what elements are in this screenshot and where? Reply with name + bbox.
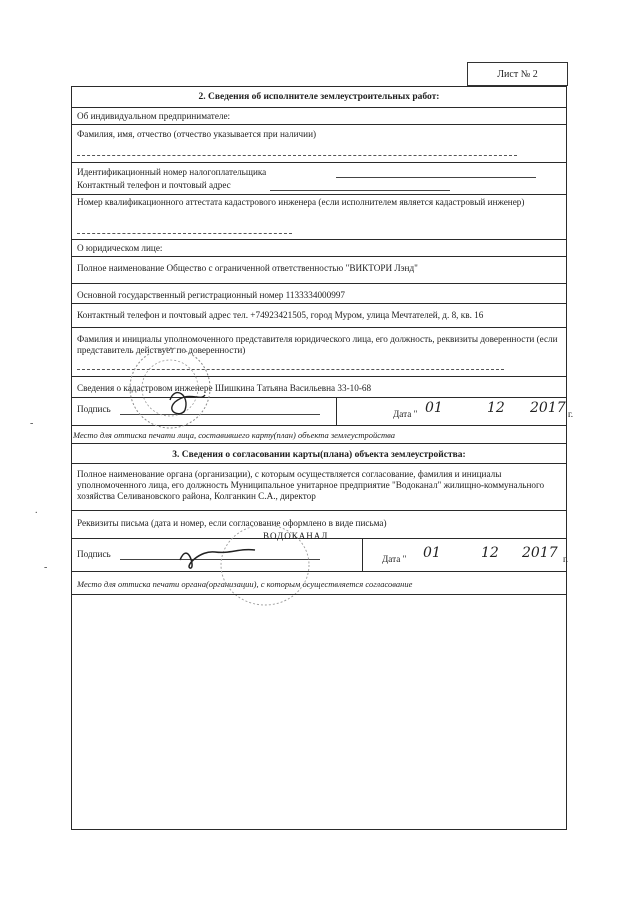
divider — [71, 443, 567, 444]
fio-label: Фамилия, имя, отчество (отчество указывается при наличии) — [77, 129, 317, 139]
date-year-3: 2017 — [522, 545, 558, 561]
sheet-number-label: Лист № 2 — [467, 62, 568, 86]
divider — [71, 571, 567, 572]
divider — [71, 594, 567, 595]
divider — [71, 107, 567, 108]
scan-speck: - — [44, 562, 48, 573]
inn-field-line — [336, 177, 536, 178]
date-day-2: 01 — [425, 400, 443, 416]
date-month-3: 12 — [481, 545, 499, 561]
signature-date-divider-3 — [362, 538, 363, 571]
divider — [71, 194, 567, 195]
legal-header: О юридическом лице: — [77, 243, 163, 253]
ogrn: Основной государственный регистрационный номер 1133334000997 — [77, 290, 346, 300]
divider — [71, 283, 567, 284]
full-name: Полное наименование Общество с ограниченной ответственностью "ВИКТОРИ Лэнд" — [77, 263, 418, 273]
date-year-2: 2017 — [530, 400, 566, 416]
representative-label: Фамилия и инициалы уполномоченного представителя юридического лица, его должность, реквизиты доверенности (если представитель действует по доверенности) — [77, 334, 558, 355]
cad-engineer-info: Сведения о кадастровом инженере Шишкина Татьяна Васильевна 33-10-68 — [77, 383, 372, 393]
attest-label: Номер квалификационного аттестата кадастрового инженера (если исполнителем является кадастровый инженер) — [77, 197, 525, 207]
date-month-2: 12 — [487, 400, 505, 416]
divider — [71, 463, 567, 464]
signature-label-2: Подпись — [77, 404, 111, 414]
divider — [71, 239, 567, 240]
fio-field-line — [77, 155, 517, 156]
divider — [71, 327, 567, 328]
ip-header: Об индивидуальном предпринимателе: — [77, 111, 231, 121]
date-label-3: Дата " — [382, 554, 407, 564]
attest-field-line — [77, 233, 292, 234]
date-day-3: 01 — [423, 545, 441, 561]
seal-note-2: Место для оттиска печати лица, составившего карту(план) объекта землеустройства — [73, 430, 396, 440]
section3-title: 3. Сведения о согласовании карты(плана) объекта землеустройства: — [172, 450, 466, 460]
inn-label: Идентификационный номер налогоплательщика — [77, 167, 267, 177]
divider — [71, 510, 567, 511]
stamp-text-3: ВОДОКАНАЛ — [263, 531, 329, 541]
scan-speck: . — [35, 505, 38, 516]
signature-date-divider-2 — [336, 397, 337, 425]
date-suffix-3: г. — [563, 554, 569, 564]
date-label-2: Дата " — [393, 409, 418, 419]
seal-stamp-2 — [105, 340, 235, 435]
divider — [71, 256, 567, 257]
divider — [71, 124, 567, 125]
seal-note-3: Место для оттиска печати органа(организации), с которым осуществляется согласование — [77, 579, 413, 589]
divider — [71, 162, 567, 163]
contact-field-line — [270, 190, 450, 191]
section2-title: 2. Сведения об исполнителе землеустроительных работ: — [198, 92, 440, 102]
signature-label-3: Подпись — [77, 549, 111, 559]
date-suffix-2: г. — [568, 409, 574, 419]
divider — [71, 303, 567, 304]
letter-label: Реквизиты письма (дата и номер, если согласование оформлено в виде письма) — [77, 518, 387, 528]
contact-label-ip: Контактный телефон и почтовый адрес — [77, 180, 231, 190]
contact-info: Контактный телефон и почтовый адрес тел. +74923421505, город Муром, улица Мечтателей, д. 8, кв. 16 — [77, 310, 484, 320]
organ-text: Полное наименование органа (организации), с которым осуществляется согласование, фамилия и инициалы уполномоченного лица, его должность Муниципальное унитарное предприятие "Водоканал" жилищно-коммунального хозяйства Селивановского района, Колганкин С.А., директор — [77, 469, 545, 501]
scan-speck: - — [30, 418, 34, 429]
